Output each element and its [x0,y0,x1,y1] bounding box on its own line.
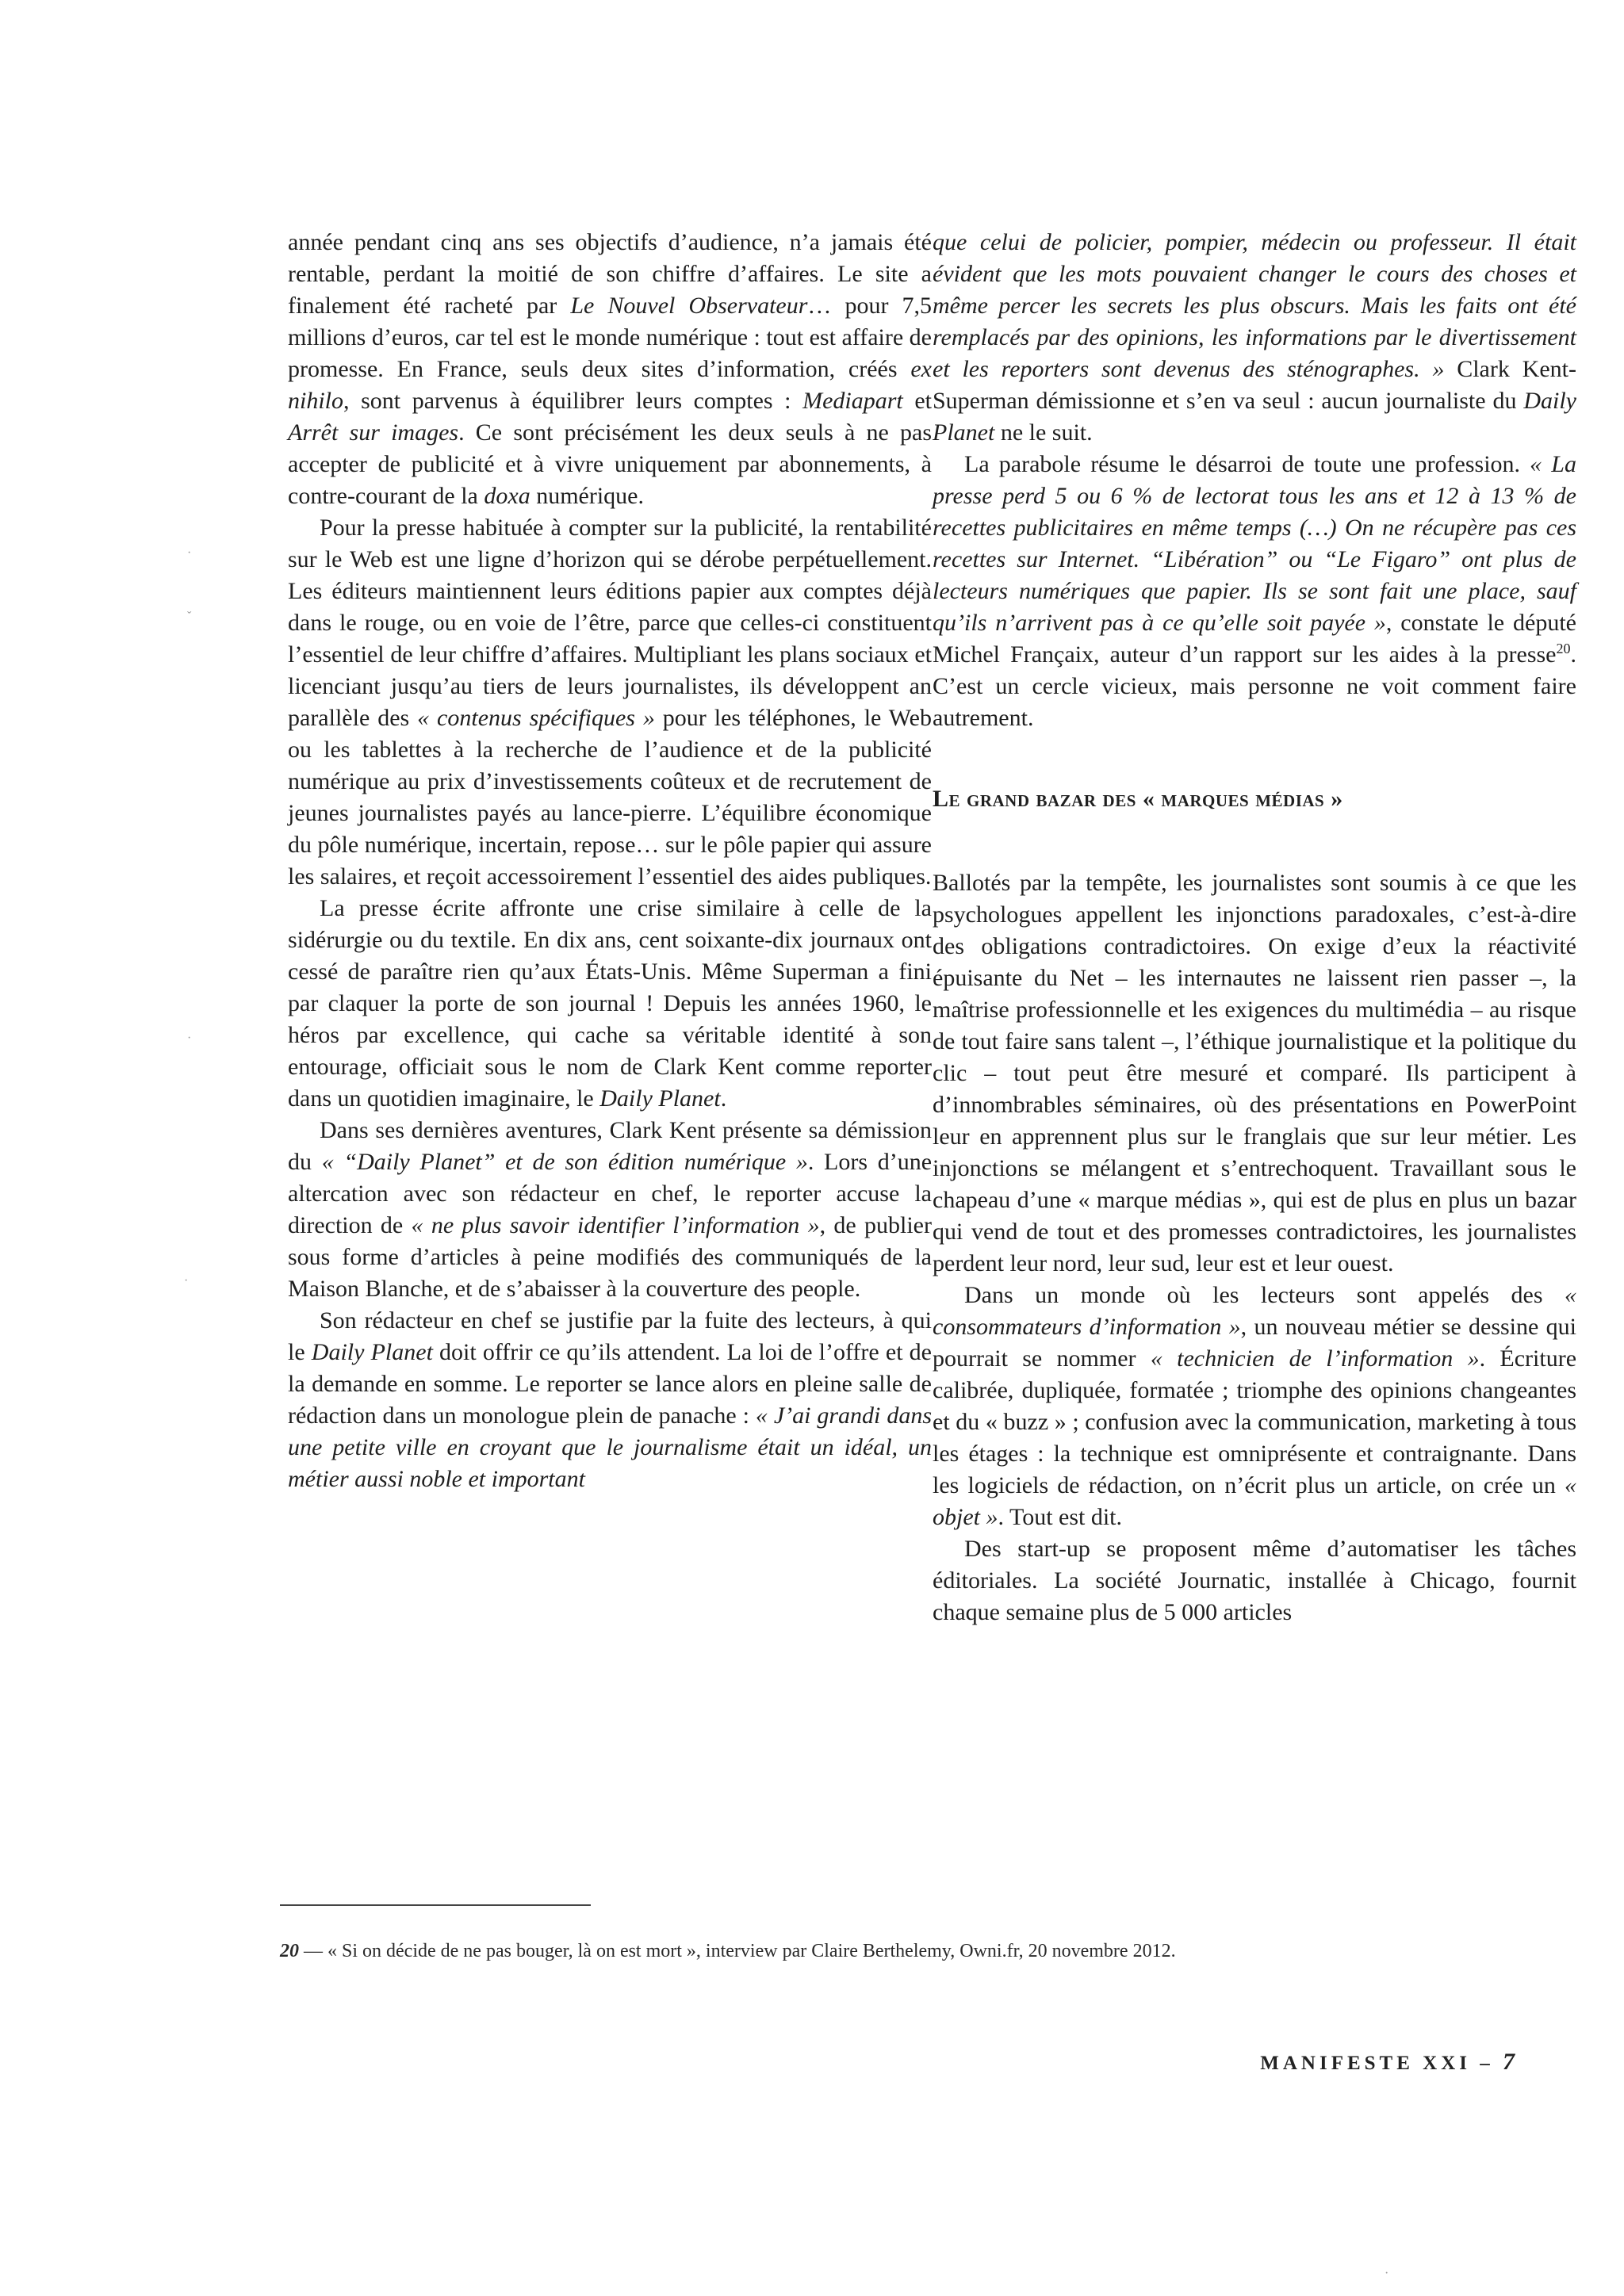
text-run: Clark Kent-Superman démissionne et s’en va seul : aucun journaliste du [933,356,1576,414]
italic-text: doxa [484,483,530,509]
right-column [933,227,1576,1628]
footnote-separator-rule [280,1904,591,1906]
page-number: 7 [1503,2049,1515,2075]
italic-text: « La presse perd 5 ou 6 % de lectorat tous les ans et 12 à 13 % de recettes publicitaires en même temps (…) On ne récupère pas ces recettes sur Internet. “Libération” ou “Le Figaro” ont plus de lecteurs numériques que papier. Ils se sont fait une place, sauf qu’ils n’arrivent pas à ce qu’elle soit payée » [933,451,1576,636]
italic-text: Daily Planet [311,1339,433,1365]
body-paragraph [933,1280,1576,1533]
footnote-dash: — [299,1941,327,1961]
body-paragraph [933,227,1576,449]
italic-text: Mediapart [802,388,903,414]
page-footer [1260,2050,1515,2076]
body-paragraph [933,449,1576,734]
footnote-reference: 20 [1556,641,1571,656]
text-run: , constate le député Michel Françaix, auteur d’un rapport sur les aides à la presse [933,610,1576,668]
text-run: doit offrir ce qu’ils attendent. La loi de l’offre et de la demande en somme. Le reporter se lance alors en pleine salle de rédaction dans un monologue plein de panache : [288,1339,932,1429]
text-run: pour les téléphones, le Web ou les tablettes à la recherche de l’audience et de la publicité numérique au prix d’investissements coûteux et de recrutement de jeunes journalistes payés au lance-pierre. L’équilibre économique du pôle numérique, incertain, repose… sur le pôle papier qui assure les salaires, et reçoit accessoirement l’essentiel des aides publiques. [288,705,932,890]
text-run: Pour la presse habituée à compter sur la publicité, la rentabilité sur le Web est une ligne d’horizon qui se dérobe perpétuellement. Les éditeurs maintiennent leurs éditions papier aux comptes déjà dans le rouge, ou en voie de l’être, parce que celles-ci constituent l’essentiel de leur chiffre d’affaires. Multipliant les plans sociaux et licenciant jusqu’au tiers de leurs journalistes, ils développent an parallèle des [288,515,932,731]
body-paragraph [288,227,932,512]
italic-text: Arrêt sur images [288,419,459,446]
left-column [288,227,932,1495]
text-run: . Tout est dit. [998,1504,1123,1530]
italic-text: ex nihilo [288,356,932,414]
scan-speck: · [187,1031,192,1045]
scan-speck: · [187,546,192,560]
text-run: Ballotés par la tempête, les journalistes sont soumis à ce que les psychologues appellent les injonctions paradoxales, c’est-à-dire des obligations contradictoires. On exige d’eux la réactivité épuisante du Net – les internautes ne laissent rien passer –, la maîtrise professionnelle et les exigences du multimédia – au risque de tout faire sans talent –, l’éthique journalistique et la politique du clic – tout peut être mesuré et comparé. Ils participent à d’innombrables séminaires, où des présentations en PowerPoint leur en apprennent plus sur le franglais que sur leur métier. Les injonctions se mélangent et s’entrechoquent. Travaillant sous le chapeau d’une « marque médias », qui est de plus en plus un bazar qui vend de tout et des promesses contradictoires, les journalistes perdent leur nord, leur sud, leur est et leur ouest. [933,870,1576,1276]
italic-text: « contenus spécifiques » [417,705,655,731]
footnote [280,1939,1469,1963]
scan-speck: · [1385,2267,1389,2280]
section-heading: Le grand bazar des « marques médias » [933,786,1343,812]
text-run: ne le suit. [994,419,1093,446]
italic-text: « objet » [933,1472,1576,1530]
text-run: Dans un monde où les lecteurs sont appelés des [964,1282,1565,1308]
text-run: Dans ses dernières aventures, Clark Kent présente sa démission du [288,1117,932,1175]
text-run: . Lors d’une altercation avec son rédacteur en chef, le reporter accuse la direction de [288,1149,933,1238]
text-run: année pendant cinq ans ses objectifs d’audience, n’a jamais été rentable, perdant la moitié de son chiffre d’affaires. Le site a finalement été racheté par [288,229,932,319]
body-paragraph [933,1533,1576,1628]
body-paragraph [288,512,932,893]
right-column-top-text [933,227,1576,734]
body-paragraph [288,1305,932,1495]
text-run: . Écriture calibrée, dupliquée, formatée ; triomphe des opinions changeantes et du « buzz » ; confusion avec la communication, marketing à tous les étages : la technique est omniprésente et contraignante. Dans les logiciels de rédaction, on n’écrit plus un article, on crée un [933,1345,1577,1498]
text-run: … pour 7,5 millions d’euros, car tel est le monde numérique : tout est affaire de promesse. En France, seuls deux sites d’information, créés [288,293,932,382]
italic-text: Daily Planet [599,1085,721,1112]
body-paragraph [933,867,1576,1280]
text-run: , de publier sous forme d’articles à peine modifiés des communiqués de la Maison Blanche, et de s’abaisser à la couverture des people. [288,1212,932,1302]
right-column-bottom-text [933,867,1576,1628]
italic-text: « ne plus savoir identifier l’information » [411,1212,820,1238]
running-title: MANIFESTE XXI – [1260,2053,1494,2074]
footnote-number: 20 [280,1941,299,1961]
italic-text: « technicien de l’information » [1150,1345,1480,1372]
footnote-text: « Si on décide de ne pas bouger, là on est mort », interview par Claire Berthelemy, Owni.fr, 20 novembre 2012. [327,1941,1176,1961]
text-run: , sont parvenus à équilibrer leurs comptes : [343,388,803,414]
italic-text: Le Nouvel Observateur [570,293,808,319]
body-paragraph [288,893,932,1115]
scan-speck: ˇ [187,610,192,623]
text-run: La presse écrite affronte une crise similaire à celle de la sidérurgie ou du textile. En dix ans, cent soixante-dix journaux ont cessé de paraître rien qu’aux États-Unis. Même Superman a fini par claquer la porte de son journal ! Depuis les années 1960, le héros par excellence, qui cache sa véritable identité à son entourage, officiait sous le nom de Clark Kent comme reporter dans un quotidien imaginaire, le [288,895,932,1112]
text-run: et [902,388,932,414]
text-run: , un nouveau métier se dessine qui pourrait se nommer [933,1314,1576,1372]
text-run: Son rédacteur en chef se justifie par la fuite des lecteurs, à qui le [288,1307,932,1365]
text-run: . Ce sont précisément les deux seuls à ne pas accepter de publicité et à vivre uniquement par abonnements, à contre-courant de la [288,419,933,509]
text-run: Des start-up se proposent même d’automatiser les tâches éditoriales. La société Journatic, installée à Chicago, fournit chaque semaine plus de 5 000 articles [933,1536,1576,1625]
text-run: numérique. [530,483,644,509]
text-run: . C’est un cercle vicieux, mais personne ne voit comment faire autrement. [933,641,1576,731]
italic-text: Daily Planet [933,388,1576,446]
italic-text: « J’ai grandi dans une petite ville en croyant que le journalisme était un idéal, un métier aussi noble et important [288,1402,932,1492]
italic-text: que celui de policier, pompier, médecin ou professeur. Il était évident que les mots pouvaient changer le cours des choses et même percer les secrets les plus obscurs. Mais les faits ont été remplacés par des opinions, les informations par le divertissement et les reporters sont devenus des sténographes. » [933,229,1576,382]
body-paragraph [288,1115,932,1305]
italic-text: « consommateurs d’information » [933,1282,1576,1340]
text-run: . [720,1085,727,1112]
scan-speck: · [184,1274,189,1288]
italic-text: « “Daily Planet” et de son édition numérique » [321,1149,808,1175]
text-run: La parabole résume le désarroi de toute une profession. [964,451,1530,477]
